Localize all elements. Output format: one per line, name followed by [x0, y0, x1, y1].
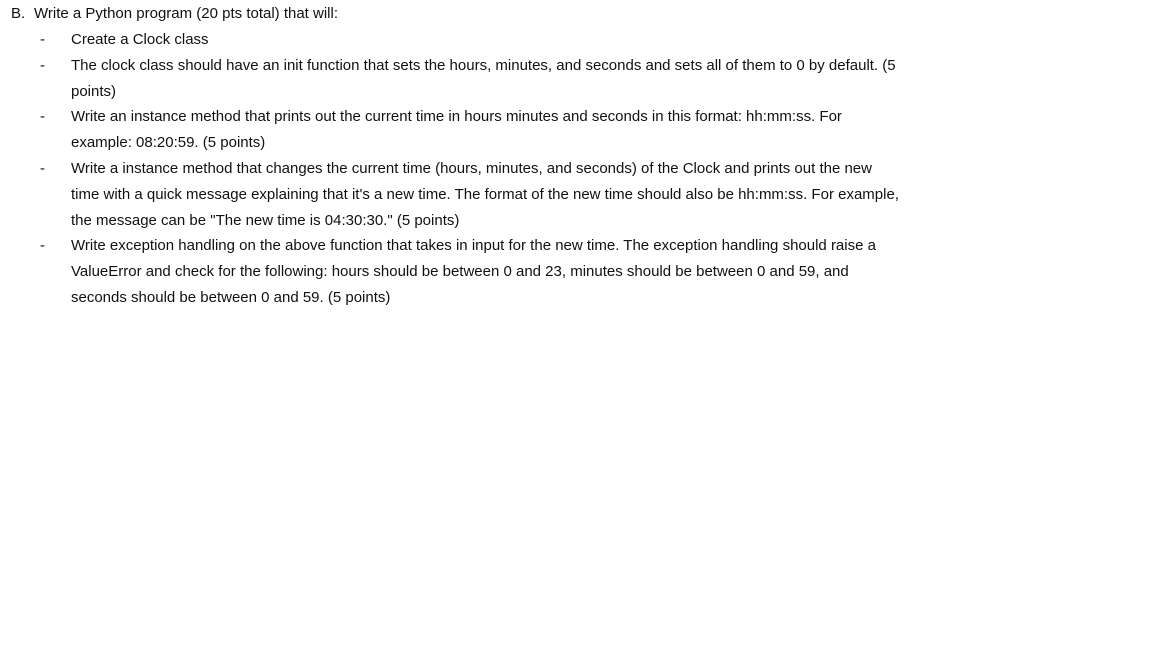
- question-heading: [11, 4, 338, 24]
- dash-bullet: -: [40, 108, 45, 126]
- requirements-list: [0, 27, 1152, 311]
- list-item-text: Write exception handling on the above function that takes in input for the new time. The exception handling should raise a ValueError and check for the following: hours should be between 0 and 23, minutes should be between 0 and 59, and seconds should be between 0 and 59. (5 points): [71, 237, 876, 306]
- list-item-text: Write a instance method that changes the current time (hours, minutes, and seconds) of the Clock and prints out the new time with a quick message explaining that it's a new time. The format of the new time should also be hh:mm:ss. For example, the message can be "The new time is 04:30:30." (5 points): [71, 159, 899, 229]
- list-item: [0, 27, 901, 53]
- list-item: [0, 233, 901, 310]
- list-item-text: Create a Clock class: [71, 31, 209, 48]
- list-item-text: Write an instance method that prints out the current time in hours minutes and seconds in this format: hh:mm:ss. For example: 08:20:59. (5 points): [71, 108, 842, 152]
- dash-bullet: -: [40, 31, 45, 48]
- heading-text: Write a Python program (20 pts total) that will:: [34, 5, 339, 22]
- list-item: [0, 104, 901, 156]
- list-item-text: The clock class should have an init function that sets the hours, minutes, and seconds and sets all of them to 0 by default. (5 points): [71, 56, 896, 100]
- list-item: [0, 156, 901, 233]
- list-item: [0, 53, 901, 105]
- dash-bullet: -: [40, 56, 45, 74]
- section-marker: B.: [11, 5, 26, 22]
- dash-bullet: -: [40, 159, 45, 177]
- dash-bullet: -: [40, 237, 45, 255]
